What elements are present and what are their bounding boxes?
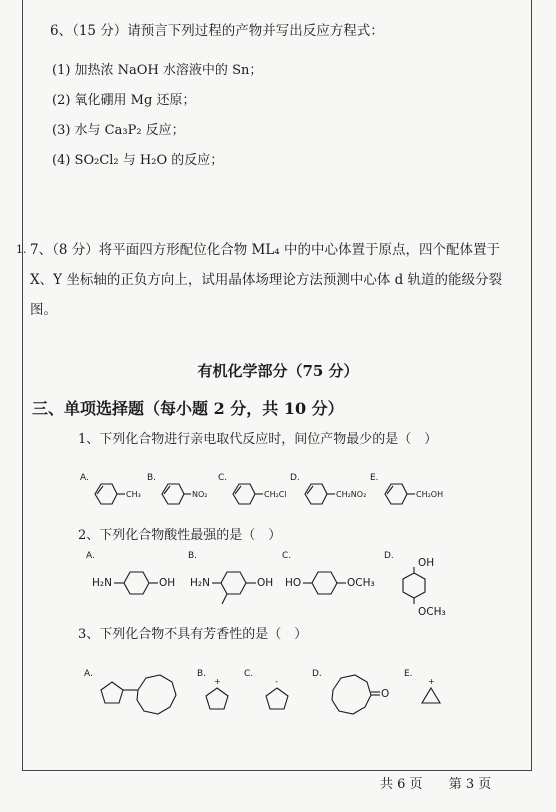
svg-text:+: + — [428, 677, 435, 686]
q1-option-d-structure — [290, 473, 366, 504]
svg-text:O: O — [381, 688, 390, 700]
svg-text:OCH₃: OCH₃ — [418, 606, 446, 618]
question-7-text: 7、（8 分）将平面四方形配位化合物 ML₄ 中的中心体置于原点，四个配体置于 X、Y 坐标轴的正负方向上，试用晶体场理论方法预测中心体 d 轨道的能级分裂图。 — [30, 242, 503, 318]
question-6-item-4: (4) SO₂Cl₂ 与 H₂O 的反应； — [52, 153, 224, 168]
q2-option-b-structure — [188, 551, 273, 604]
svg-text:A.: A. — [80, 473, 89, 483]
question-6-header: 6、（15 分）请预言下列过程的产物并写出反应方程式： — [50, 23, 384, 39]
q1-option-c-structure — [218, 473, 287, 504]
svg-text:A.: A. — [86, 551, 95, 561]
svg-text:H₂N: H₂N — [190, 577, 210, 589]
svg-text:CH₃: CH₃ — [126, 490, 141, 499]
page-total: 共 6 页 — [380, 777, 423, 792]
part-3-title: 三、单项选择题（每小题 2 分，共 10 分） — [32, 399, 344, 418]
q3-option-a-structure — [84, 669, 176, 714]
q2-option-c-structure — [282, 551, 375, 594]
svg-text:B.: B. — [197, 669, 207, 679]
q1-option-b-structure — [147, 473, 208, 504]
svg-text:C.: C. — [218, 473, 228, 483]
question-2-stem: 2、下列化合物酸性最强的是（ ） — [78, 528, 282, 543]
svg-text:D.: D. — [290, 473, 300, 483]
svg-text:OCH₃: OCH₃ — [347, 577, 375, 589]
page-current: 第 3 页 — [448, 777, 492, 792]
page-border-bottom — [22, 770, 532, 771]
svg-text:D.: D. — [384, 551, 394, 561]
svg-text:C.: C. — [244, 669, 254, 679]
margin-marker: 1. — [16, 243, 27, 256]
svg-text:B.: B. — [147, 473, 157, 483]
q2-option-d-structure — [384, 551, 446, 618]
svg-text:CH₂NO₂: CH₂NO₂ — [336, 490, 367, 499]
svg-text:NO₂: NO₂ — [192, 490, 208, 499]
q1-option-a-structure — [80, 473, 141, 504]
svg-text:OH: OH — [159, 577, 176, 589]
svg-text:E.: E. — [370, 473, 379, 483]
svg-text:-: - — [275, 677, 278, 686]
svg-text:C.: C. — [282, 551, 292, 561]
q3-option-b-structure — [197, 669, 228, 709]
svg-text:HO: HO — [285, 577, 302, 589]
q3-option-d-structure — [312, 669, 389, 714]
svg-text:OH: OH — [418, 557, 435, 569]
q3-option-e-structure — [404, 669, 440, 703]
page-footer — [380, 776, 513, 794]
question-1-stem: 1、下列化合物进行亲电取代反应时，间位产物最少的是（ ） — [78, 432, 438, 447]
q1-option-e-structure — [370, 473, 443, 504]
q2-option-a-structure — [86, 551, 175, 594]
q3-option-c-structure — [244, 669, 288, 709]
question-6-item-3: (3) 水与 Ca₃P₂ 反应； — [52, 123, 185, 138]
svg-text:B.: B. — [188, 551, 198, 561]
svg-text:CH₂OH: CH₂OH — [416, 490, 444, 499]
svg-text:CH₂Cl: CH₂Cl — [264, 490, 287, 499]
section-title: 有机化学部分（75 分） — [197, 362, 359, 380]
svg-text:D.: D. — [312, 669, 322, 679]
svg-text:E.: E. — [404, 669, 413, 679]
question-6-item-2: (2) 氧化硼用 Mg 还原； — [52, 93, 196, 108]
svg-text:+: + — [214, 677, 221, 686]
question-3-stem: 3、下列化合物不具有芳香性的是（ ） — [78, 627, 308, 642]
question-6-item-1: (1) 加热浓 NaOH 水溶液中的 Sn； — [52, 63, 263, 78]
svg-text:OH: OH — [257, 577, 274, 589]
svg-text:A.: A. — [84, 669, 93, 679]
svg-text:H₂N: H₂N — [92, 577, 112, 589]
